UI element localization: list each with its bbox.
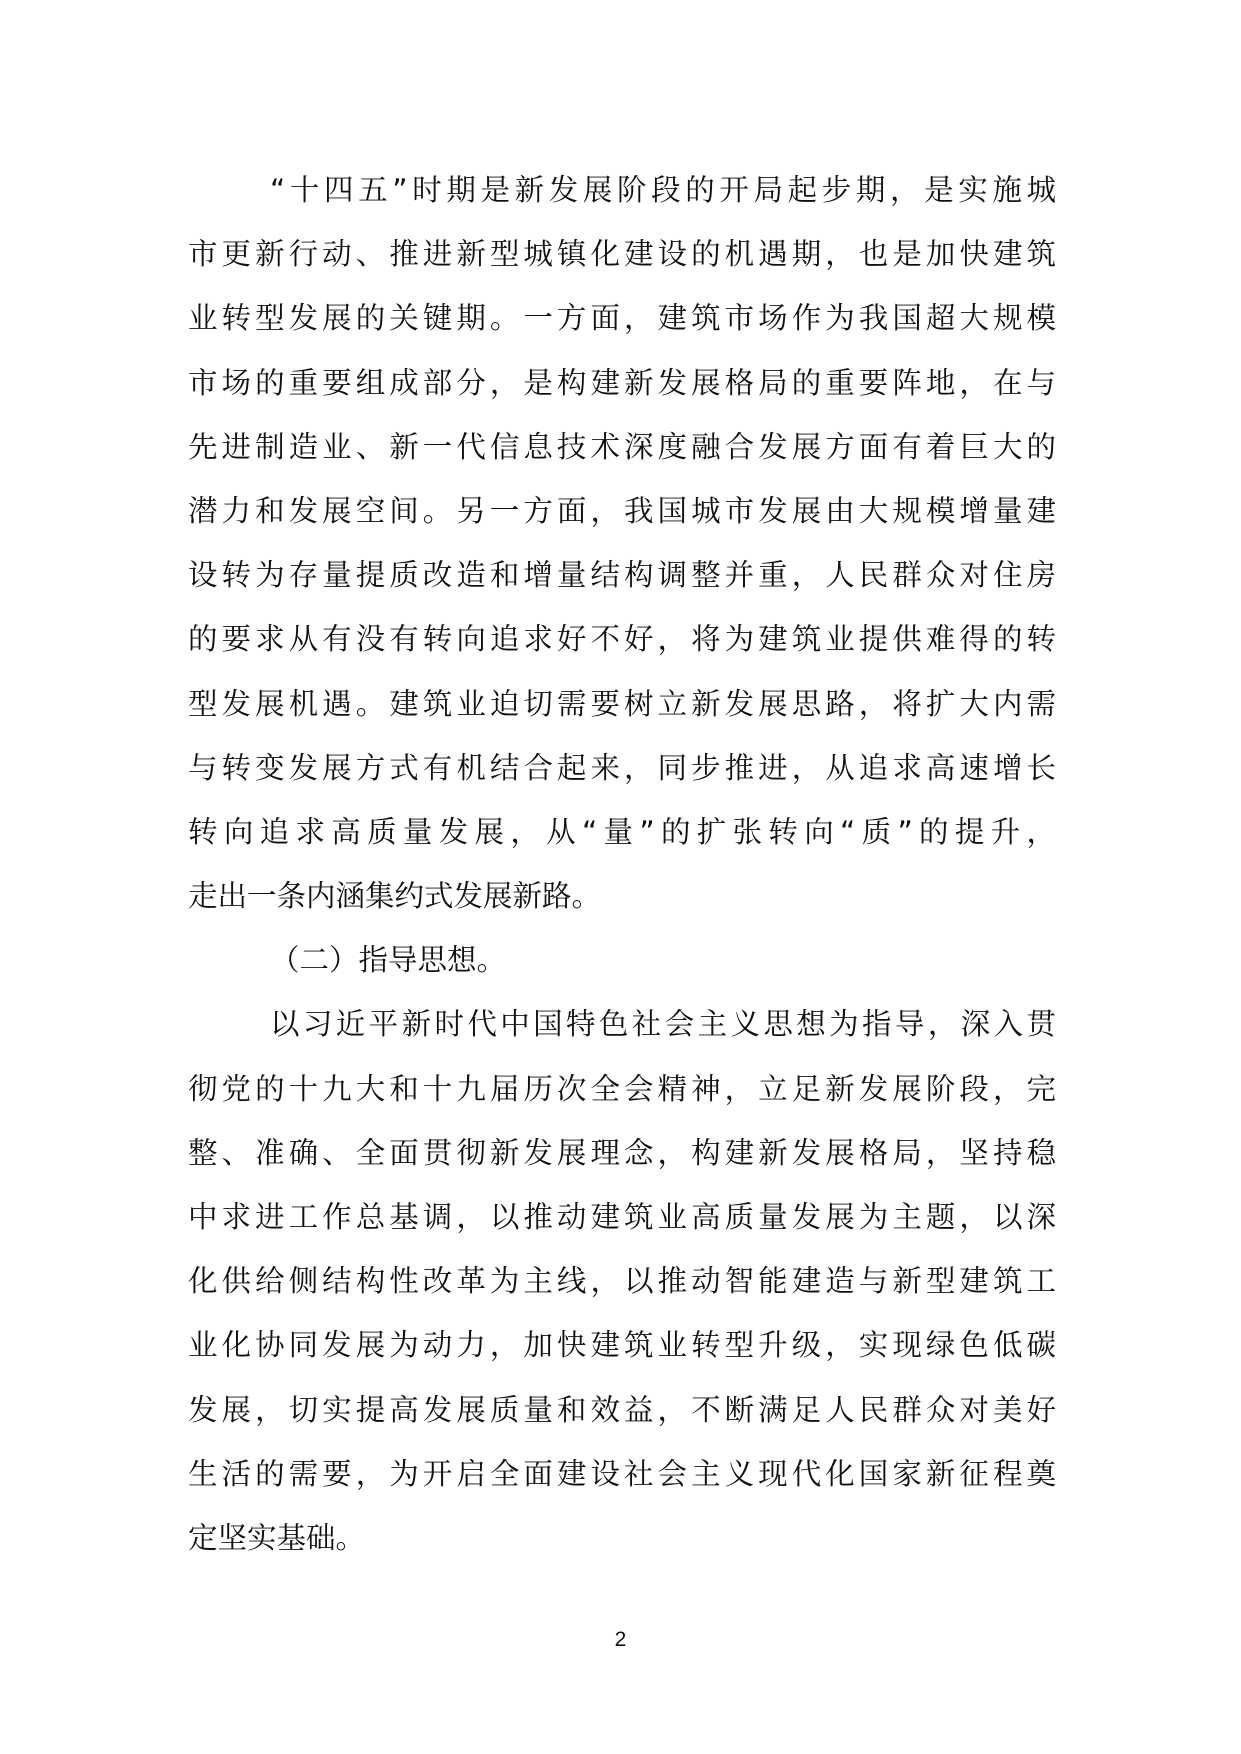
paragraph-line: 业转型发展的关键期。一方面，建筑市场作为我国超大规模 <box>188 301 1056 336</box>
paragraph-line: 先进制造业、新一代信息技术深度融合发展方面有着巨大的 <box>188 429 1056 464</box>
paragraph-line: 中求进工作总基调，以推动建筑业高质量发展为主题，以深 <box>188 1200 1056 1234</box>
paragraph-line: 彻党的十九大和十九届历次全会精神，立足新发展阶段，完 <box>188 1071 1056 1106</box>
body-text <box>188 158 1056 1570</box>
section-heading: （二）指导思想。 <box>270 943 507 978</box>
paragraph-line: 生活的需要，为开启全面建设社会主义现代化国家新征程奠 <box>188 1456 1056 1491</box>
paragraph-line: 潜力和发展空间。另一方面，我国城市发展由大规模增量建 <box>188 493 1056 528</box>
paragraph-line: 与转变发展方式有机结合起来，同步推进，从追求高速增长 <box>188 750 1056 785</box>
paragraph-line: “十四五”时期是新发展阶段的开局起步期，是实施城 <box>270 173 1056 207</box>
page-number: 2 <box>614 1628 627 1651</box>
paragraph-line: 整、准确、全面贯彻新发展理念，构建新发展格局，坚持稳 <box>188 1135 1056 1170</box>
paragraph-line: 发展，切实提高发展质量和效益，不断满足人民群众对美好 <box>188 1392 1056 1427</box>
paragraph-line: 型发展机遇。建筑业迫切需要树立新发展思路，将扩大内需 <box>188 686 1056 721</box>
paragraph-line: 定坚实基础。 <box>188 1520 366 1555</box>
paragraph-line: 市更新行动、推进新型城镇化建设的机遇期，也是加快建筑 <box>188 237 1056 272</box>
paragraph-line: 设转为存量提质改造和增量结构调整并重，人民群众对住房 <box>188 558 1056 593</box>
paragraph-line: 业化协同发展为动力，加快建筑业转型升级，实现绿色低碳 <box>188 1328 1056 1363</box>
paragraph-line: 走出一条内涵集约式发展新路。 <box>188 879 602 914</box>
paragraph-line: 以习近平新时代中国特色社会主义思想为指导，深入贯 <box>270 1007 1056 1042</box>
paragraph-line: 市场的重要组成部分，是构建新发展格局的重要阵地，在与 <box>188 365 1056 400</box>
paragraph-line: 化供给侧结构性改革为主线，以推动智能建造与新型建筑工 <box>188 1264 1056 1299</box>
paragraph-line: 转向追求高质量发展，从“量”的扩张转向“质”的提升， <box>188 814 1056 849</box>
paragraph-line: 的要求从有没有转向追求好不好，将为建筑业提供难得的转 <box>188 622 1056 657</box>
